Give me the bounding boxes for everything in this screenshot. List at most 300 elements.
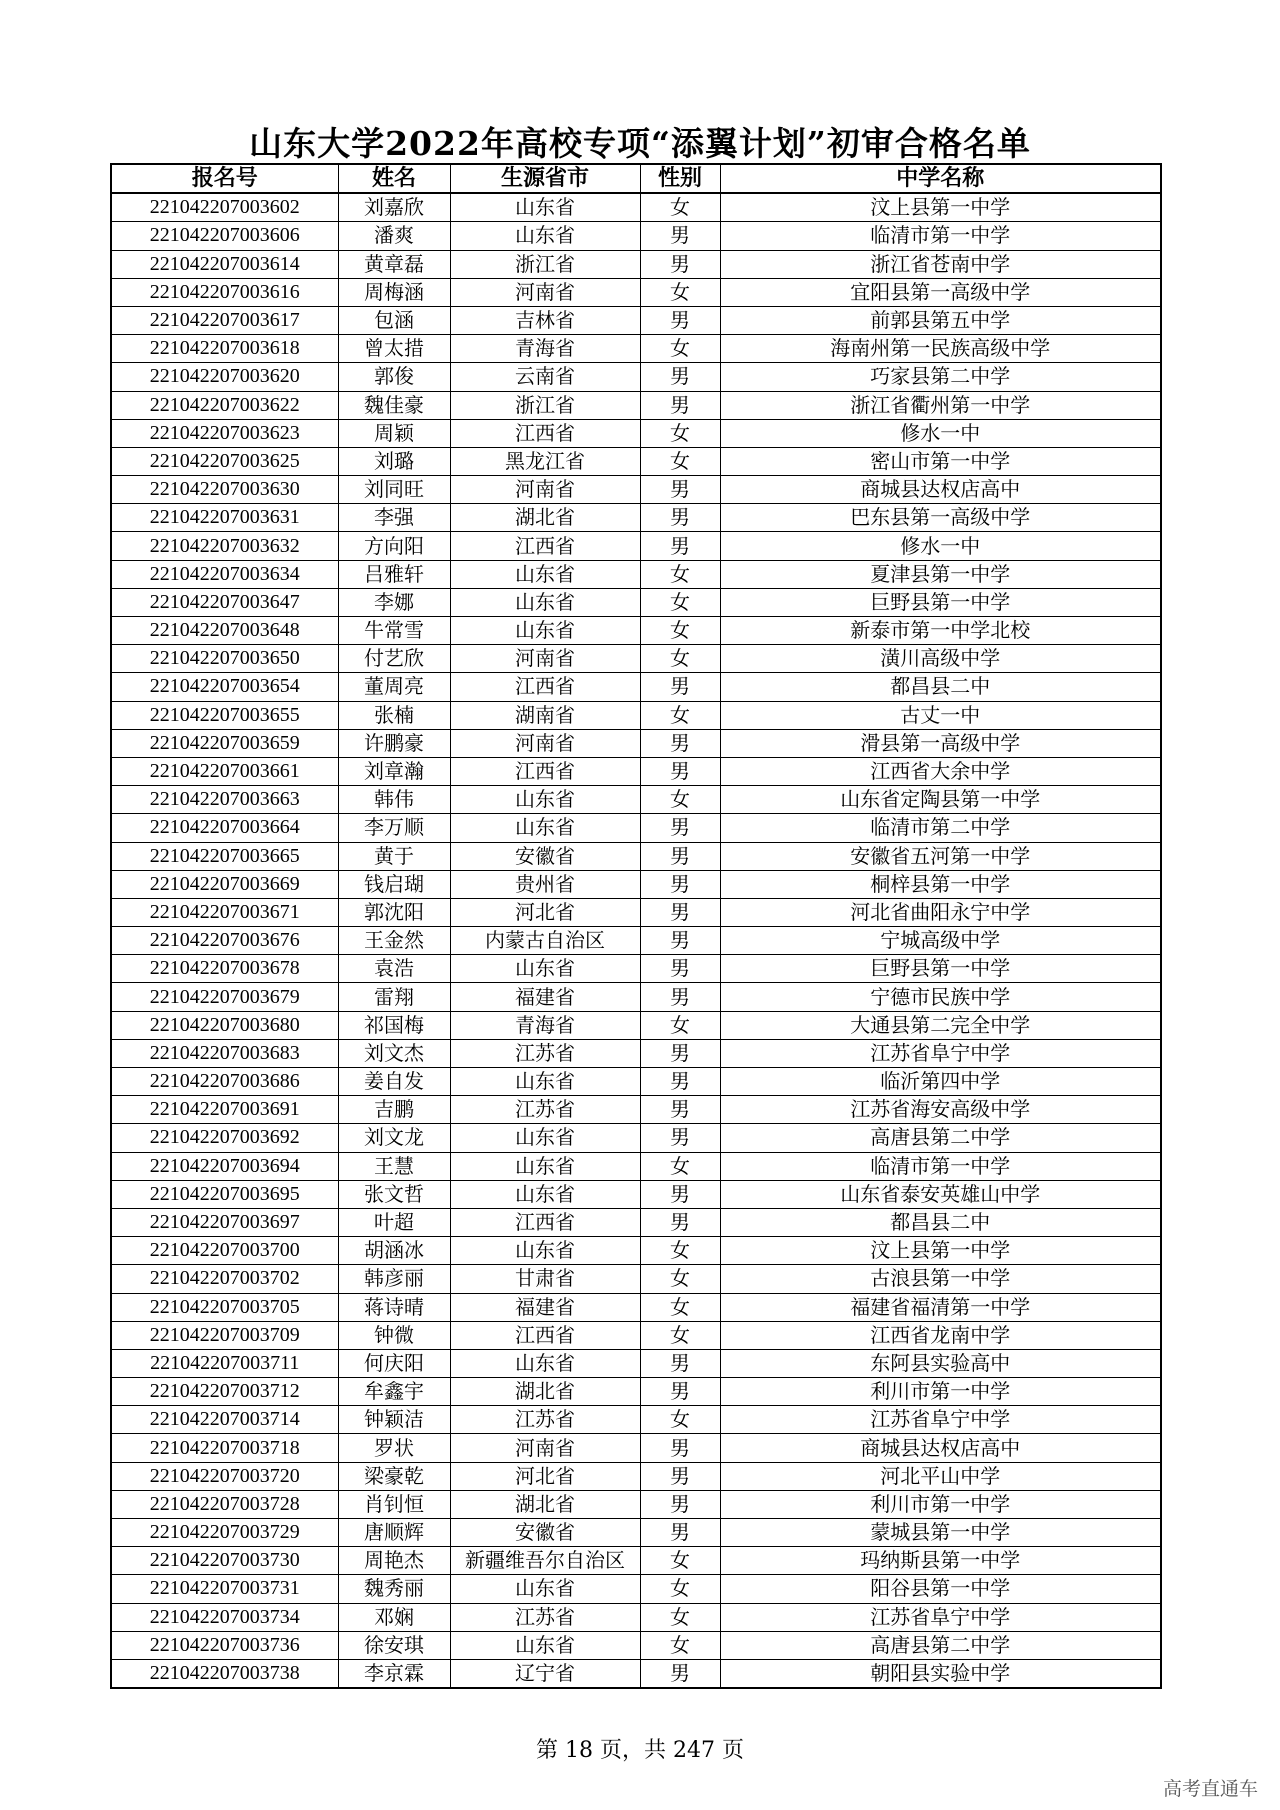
cell-gender: 男 bbox=[640, 673, 720, 701]
cell-name: 黄于 bbox=[338, 842, 450, 870]
cell-province: 河北省 bbox=[450, 1462, 640, 1490]
cell-name: 李娜 bbox=[338, 588, 450, 616]
cell-registration-number: 221042207003618 bbox=[111, 335, 338, 363]
cell-registration-number: 221042207003738 bbox=[111, 1659, 338, 1688]
cell-province: 山东省 bbox=[450, 1180, 640, 1208]
cell-name: 郭俊 bbox=[338, 363, 450, 391]
cell-name: 王金然 bbox=[338, 927, 450, 955]
table-row bbox=[111, 1406, 1161, 1434]
table-row bbox=[111, 447, 1161, 475]
cell-province: 山东省 bbox=[450, 1068, 640, 1096]
cell-name: 钟颖洁 bbox=[338, 1406, 450, 1434]
cell-registration-number: 221042207003659 bbox=[111, 729, 338, 757]
cell-registration-number: 221042207003712 bbox=[111, 1378, 338, 1406]
cell-school: 河北平山中学 bbox=[720, 1462, 1161, 1490]
table-row bbox=[111, 1378, 1161, 1406]
table-row bbox=[111, 560, 1161, 588]
cell-gender: 女 bbox=[640, 1321, 720, 1349]
cell-school: 汶上县第一中学 bbox=[720, 1237, 1161, 1265]
cell-school: 福建省福清第一中学 bbox=[720, 1293, 1161, 1321]
cell-gender: 男 bbox=[640, 1378, 720, 1406]
cell-gender: 女 bbox=[640, 193, 720, 222]
cell-registration-number: 221042207003678 bbox=[111, 955, 338, 983]
cell-province: 河北省 bbox=[450, 898, 640, 926]
cell-registration-number: 221042207003648 bbox=[111, 617, 338, 645]
cell-registration-number: 221042207003705 bbox=[111, 1293, 338, 1321]
table-row bbox=[111, 673, 1161, 701]
cell-gender: 男 bbox=[640, 1068, 720, 1096]
cell-province: 湖北省 bbox=[450, 504, 640, 532]
table-row bbox=[111, 1068, 1161, 1096]
cell-gender: 男 bbox=[640, 1659, 720, 1688]
table-row bbox=[111, 306, 1161, 334]
cell-name: 张文哲 bbox=[338, 1180, 450, 1208]
cell-registration-number: 221042207003631 bbox=[111, 504, 338, 532]
table-header-row bbox=[111, 164, 1161, 193]
cell-province: 河南省 bbox=[450, 729, 640, 757]
cell-registration-number: 221042207003686 bbox=[111, 1068, 338, 1096]
cell-name: 刘文龙 bbox=[338, 1124, 450, 1152]
table-row bbox=[111, 786, 1161, 814]
cell-name: 付艺欣 bbox=[338, 645, 450, 673]
table-row bbox=[111, 927, 1161, 955]
cell-gender: 女 bbox=[640, 617, 720, 645]
cell-name: 曾太措 bbox=[338, 335, 450, 363]
cell-province: 江西省 bbox=[450, 673, 640, 701]
cell-gender: 男 bbox=[640, 1519, 720, 1547]
cell-registration-number: 221042207003650 bbox=[111, 645, 338, 673]
page-footer: 第 18 页，共 247 页 bbox=[536, 1738, 744, 1763]
cell-gender: 女 bbox=[640, 1293, 720, 1321]
table-row bbox=[111, 588, 1161, 616]
cell-school: 修水一中 bbox=[720, 419, 1161, 447]
cell-school: 江西省龙南中学 bbox=[720, 1321, 1161, 1349]
cell-province: 甘肃省 bbox=[450, 1265, 640, 1293]
cell-gender: 女 bbox=[640, 1265, 720, 1293]
cell-registration-number: 221042207003734 bbox=[111, 1603, 338, 1631]
cell-name: 方向阳 bbox=[338, 532, 450, 560]
cell-gender: 男 bbox=[640, 363, 720, 391]
cell-gender: 男 bbox=[640, 1462, 720, 1490]
cell-gender: 男 bbox=[640, 955, 720, 983]
table-row bbox=[111, 1265, 1161, 1293]
cell-province: 河南省 bbox=[450, 1434, 640, 1462]
cell-gender: 男 bbox=[640, 391, 720, 419]
cell-registration-number: 221042207003606 bbox=[111, 222, 338, 250]
cell-registration-number: 221042207003622 bbox=[111, 391, 338, 419]
cell-name: 王慧 bbox=[338, 1152, 450, 1180]
cell-gender: 女 bbox=[640, 1575, 720, 1603]
cell-registration-number: 221042207003695 bbox=[111, 1180, 338, 1208]
cell-province: 新疆维吾尔自治区 bbox=[450, 1547, 640, 1575]
cell-school: 密山市第一中学 bbox=[720, 447, 1161, 475]
header-name: 姓名 bbox=[338, 164, 450, 193]
cell-province: 福建省 bbox=[450, 983, 640, 1011]
cell-gender: 男 bbox=[640, 1039, 720, 1067]
cell-gender: 男 bbox=[640, 1096, 720, 1124]
cell-name: 董周亮 bbox=[338, 673, 450, 701]
cell-name: 潘爽 bbox=[338, 222, 450, 250]
cell-registration-number: 221042207003679 bbox=[111, 983, 338, 1011]
cell-name: 刘璐 bbox=[338, 447, 450, 475]
cell-gender: 女 bbox=[640, 786, 720, 814]
cell-gender: 女 bbox=[640, 447, 720, 475]
cell-province: 青海省 bbox=[450, 1011, 640, 1039]
cell-registration-number: 221042207003694 bbox=[111, 1152, 338, 1180]
cell-school: 商城县达权店高中 bbox=[720, 476, 1161, 504]
cell-province: 山东省 bbox=[450, 1152, 640, 1180]
cell-name: 周艳杰 bbox=[338, 1547, 450, 1575]
cell-school: 前郭县第五中学 bbox=[720, 306, 1161, 334]
cell-province: 安徽省 bbox=[450, 842, 640, 870]
cell-province: 山东省 bbox=[450, 560, 640, 588]
cell-gender: 女 bbox=[640, 560, 720, 588]
cell-school: 巨野县第一中学 bbox=[720, 588, 1161, 616]
table-row bbox=[111, 1490, 1161, 1518]
cell-school: 浙江省衢州第一中学 bbox=[720, 391, 1161, 419]
cell-registration-number: 221042207003730 bbox=[111, 1547, 338, 1575]
cell-registration-number: 221042207003714 bbox=[111, 1406, 338, 1434]
cell-gender: 女 bbox=[640, 278, 720, 306]
table-row bbox=[111, 1575, 1161, 1603]
cell-school: 潢川高级中学 bbox=[720, 645, 1161, 673]
cell-province: 江苏省 bbox=[450, 1039, 640, 1067]
cell-province: 湖北省 bbox=[450, 1378, 640, 1406]
cell-school: 古丈一中 bbox=[720, 701, 1161, 729]
table-row bbox=[111, 701, 1161, 729]
cell-registration-number: 221042207003711 bbox=[111, 1349, 338, 1377]
cell-name: 许鹏豪 bbox=[338, 729, 450, 757]
page-title: 山东大学2022年高校专项“添翼计划”初审合格名单 bbox=[249, 124, 1031, 163]
cell-province: 山东省 bbox=[450, 786, 640, 814]
cell-name: 胡涵冰 bbox=[338, 1237, 450, 1265]
cell-school: 大通县第二完全中学 bbox=[720, 1011, 1161, 1039]
cell-school: 修水一中 bbox=[720, 532, 1161, 560]
cell-registration-number: 221042207003691 bbox=[111, 1096, 338, 1124]
cell-registration-number: 221042207003617 bbox=[111, 306, 338, 334]
cell-province: 福建省 bbox=[450, 1293, 640, 1321]
cell-province: 山东省 bbox=[450, 1349, 640, 1377]
cell-school: 玛纳斯县第一中学 bbox=[720, 1547, 1161, 1575]
cell-gender: 男 bbox=[640, 927, 720, 955]
header-school: 中学名称 bbox=[720, 164, 1161, 193]
cell-registration-number: 221042207003720 bbox=[111, 1462, 338, 1490]
cell-gender: 男 bbox=[640, 1490, 720, 1518]
cell-name: 钟微 bbox=[338, 1321, 450, 1349]
cell-school: 都昌县二中 bbox=[720, 1208, 1161, 1236]
cell-registration-number: 221042207003634 bbox=[111, 560, 338, 588]
table-row bbox=[111, 814, 1161, 842]
cell-registration-number: 221042207003632 bbox=[111, 532, 338, 560]
cell-registration-number: 221042207003731 bbox=[111, 1575, 338, 1603]
cell-registration-number: 221042207003709 bbox=[111, 1321, 338, 1349]
table-row bbox=[111, 1152, 1161, 1180]
cell-gender: 男 bbox=[640, 222, 720, 250]
cell-school: 高唐县第二中学 bbox=[720, 1124, 1161, 1152]
cell-province: 黑龙江省 bbox=[450, 447, 640, 475]
cell-province: 江西省 bbox=[450, 1321, 640, 1349]
cell-school: 巨野县第一中学 bbox=[720, 955, 1161, 983]
cell-school: 江苏省阜宁中学 bbox=[720, 1406, 1161, 1434]
cell-province: 江苏省 bbox=[450, 1406, 640, 1434]
cell-name: 祁国梅 bbox=[338, 1011, 450, 1039]
cell-province: 江西省 bbox=[450, 1208, 640, 1236]
cell-school: 山东省定陶县第一中学 bbox=[720, 786, 1161, 814]
cell-province: 江苏省 bbox=[450, 1096, 640, 1124]
cell-name: 罗状 bbox=[338, 1434, 450, 1462]
cell-province: 山东省 bbox=[450, 814, 640, 842]
table-row bbox=[111, 729, 1161, 757]
cell-gender: 男 bbox=[640, 476, 720, 504]
cell-gender: 男 bbox=[640, 250, 720, 278]
cell-province: 吉林省 bbox=[450, 306, 640, 334]
cell-province: 江苏省 bbox=[450, 1603, 640, 1631]
cell-registration-number: 221042207003697 bbox=[111, 1208, 338, 1236]
cell-registration-number: 221042207003623 bbox=[111, 419, 338, 447]
cell-registration-number: 221042207003663 bbox=[111, 786, 338, 814]
cell-school: 都昌县二中 bbox=[720, 673, 1161, 701]
cell-registration-number: 221042207003692 bbox=[111, 1124, 338, 1152]
cell-name: 梁豪乾 bbox=[338, 1462, 450, 1490]
table-row bbox=[111, 1462, 1161, 1490]
cell-name: 徐安琪 bbox=[338, 1631, 450, 1659]
table-row bbox=[111, 1096, 1161, 1124]
cell-school: 临清市第一中学 bbox=[720, 222, 1161, 250]
cell-registration-number: 221042207003680 bbox=[111, 1011, 338, 1039]
cell-school: 宜阳县第一高级中学 bbox=[720, 278, 1161, 306]
cell-school: 山东省泰安英雄山中学 bbox=[720, 1180, 1161, 1208]
cell-province: 安徽省 bbox=[450, 1519, 640, 1547]
table-row bbox=[111, 1349, 1161, 1377]
cell-gender: 女 bbox=[640, 1406, 720, 1434]
cell-name: 姜自发 bbox=[338, 1068, 450, 1096]
cell-name: 刘文杰 bbox=[338, 1039, 450, 1067]
cell-gender: 女 bbox=[640, 1603, 720, 1631]
table-row bbox=[111, 193, 1161, 222]
cell-registration-number: 221042207003676 bbox=[111, 927, 338, 955]
table-row bbox=[111, 1659, 1161, 1688]
table-row bbox=[111, 1434, 1161, 1462]
cell-registration-number: 221042207003736 bbox=[111, 1631, 338, 1659]
cell-province: 河南省 bbox=[450, 476, 640, 504]
cell-name: 郭沈阳 bbox=[338, 898, 450, 926]
table-row bbox=[111, 1321, 1161, 1349]
watermark: 高考直通车 bbox=[1162, 1778, 1258, 1800]
table-row bbox=[111, 1547, 1161, 1575]
cell-name: 雷翔 bbox=[338, 983, 450, 1011]
cell-school: 汶上县第一中学 bbox=[720, 193, 1161, 222]
cell-school: 商城县达权店高中 bbox=[720, 1434, 1161, 1462]
cell-name: 肖钊恒 bbox=[338, 1490, 450, 1518]
table-row bbox=[111, 1631, 1161, 1659]
cell-province: 湖北省 bbox=[450, 1490, 640, 1518]
cell-province: 山东省 bbox=[450, 222, 640, 250]
cell-province: 江西省 bbox=[450, 757, 640, 785]
cell-province: 山东省 bbox=[450, 1575, 640, 1603]
cell-gender: 女 bbox=[640, 645, 720, 673]
cell-school: 滑县第一高级中学 bbox=[720, 729, 1161, 757]
cell-gender: 男 bbox=[640, 532, 720, 560]
cell-school: 浙江省苍南中学 bbox=[720, 250, 1161, 278]
cell-gender: 女 bbox=[640, 419, 720, 447]
table-row bbox=[111, 757, 1161, 785]
cell-school: 临沂第四中学 bbox=[720, 1068, 1161, 1096]
cell-registration-number: 221042207003664 bbox=[111, 814, 338, 842]
cell-name: 蒋诗晴 bbox=[338, 1293, 450, 1321]
cell-province: 河南省 bbox=[450, 278, 640, 306]
cell-registration-number: 221042207003683 bbox=[111, 1039, 338, 1067]
cell-registration-number: 221042207003700 bbox=[111, 1237, 338, 1265]
cell-gender: 男 bbox=[640, 1208, 720, 1236]
cell-school: 古浪县第一中学 bbox=[720, 1265, 1161, 1293]
cell-name: 钱启瑚 bbox=[338, 870, 450, 898]
cell-province: 贵州省 bbox=[450, 870, 640, 898]
cell-registration-number: 221042207003616 bbox=[111, 278, 338, 306]
cell-gender: 男 bbox=[640, 306, 720, 334]
cell-school: 江苏省阜宁中学 bbox=[720, 1603, 1161, 1631]
cell-registration-number: 221042207003654 bbox=[111, 673, 338, 701]
cell-gender: 男 bbox=[640, 757, 720, 785]
cell-school: 宁德市民族中学 bbox=[720, 983, 1161, 1011]
table-body bbox=[111, 193, 1161, 1688]
cell-school: 高唐县第二中学 bbox=[720, 1631, 1161, 1659]
cell-gender: 女 bbox=[640, 1631, 720, 1659]
cell-province: 山东省 bbox=[450, 1631, 640, 1659]
cell-name: 唐顺辉 bbox=[338, 1519, 450, 1547]
cell-name: 李万顺 bbox=[338, 814, 450, 842]
cell-school: 临清市第二中学 bbox=[720, 814, 1161, 842]
cell-gender: 男 bbox=[640, 1434, 720, 1462]
cell-gender: 女 bbox=[640, 1547, 720, 1575]
cell-school: 利川市第一中学 bbox=[720, 1378, 1161, 1406]
cell-name: 刘章瀚 bbox=[338, 757, 450, 785]
cell-registration-number: 221042207003630 bbox=[111, 476, 338, 504]
table-row bbox=[111, 842, 1161, 870]
cell-school: 阳谷县第一中学 bbox=[720, 1575, 1161, 1603]
cell-school: 新泰市第一中学北校 bbox=[720, 617, 1161, 645]
cell-school: 江苏省海安高级中学 bbox=[720, 1096, 1161, 1124]
cell-school: 利川市第一中学 bbox=[720, 1490, 1161, 1518]
cell-registration-number: 221042207003614 bbox=[111, 250, 338, 278]
cell-name: 黄章磊 bbox=[338, 250, 450, 278]
cell-gender: 男 bbox=[640, 1180, 720, 1208]
cell-province: 浙江省 bbox=[450, 250, 640, 278]
cell-registration-number: 221042207003620 bbox=[111, 363, 338, 391]
header-registration-number: 报名号 bbox=[111, 164, 338, 193]
table-row bbox=[111, 250, 1161, 278]
table-row bbox=[111, 278, 1161, 306]
cell-province: 云南省 bbox=[450, 363, 640, 391]
cell-name: 叶超 bbox=[338, 1208, 450, 1236]
cell-name: 李京霖 bbox=[338, 1659, 450, 1688]
cell-name: 韩彦丽 bbox=[338, 1265, 450, 1293]
table-row bbox=[111, 1519, 1161, 1547]
cell-school: 巧家县第二中学 bbox=[720, 363, 1161, 391]
table-row bbox=[111, 419, 1161, 447]
cell-name: 刘嘉欣 bbox=[338, 193, 450, 222]
cell-gender: 女 bbox=[640, 1011, 720, 1039]
cell-province: 辽宁省 bbox=[450, 1659, 640, 1688]
table-row bbox=[111, 1039, 1161, 1067]
cell-school: 蒙城县第一中学 bbox=[720, 1519, 1161, 1547]
cell-registration-number: 221042207003665 bbox=[111, 842, 338, 870]
cell-gender: 女 bbox=[640, 701, 720, 729]
cell-name: 张楠 bbox=[338, 701, 450, 729]
table-row bbox=[111, 1603, 1161, 1631]
table-row bbox=[111, 476, 1161, 504]
cell-school: 东阿县实验高中 bbox=[720, 1349, 1161, 1377]
cell-province: 山东省 bbox=[450, 1124, 640, 1152]
cell-gender: 女 bbox=[640, 588, 720, 616]
cell-name: 邓娴 bbox=[338, 1603, 450, 1631]
table-row bbox=[111, 955, 1161, 983]
cell-gender: 男 bbox=[640, 814, 720, 842]
cell-name: 魏佳豪 bbox=[338, 391, 450, 419]
cell-province: 山东省 bbox=[450, 193, 640, 222]
cell-school: 江西省大余中学 bbox=[720, 757, 1161, 785]
cell-gender: 男 bbox=[640, 898, 720, 926]
table-row bbox=[111, 1124, 1161, 1152]
table-row bbox=[111, 504, 1161, 532]
table-row bbox=[111, 1293, 1161, 1321]
cell-gender: 男 bbox=[640, 1124, 720, 1152]
cell-province: 浙江省 bbox=[450, 391, 640, 419]
cell-name: 吉鹏 bbox=[338, 1096, 450, 1124]
cell-registration-number: 221042207003625 bbox=[111, 447, 338, 475]
cell-name: 吕雅轩 bbox=[338, 560, 450, 588]
table-row bbox=[111, 532, 1161, 560]
cell-name: 周颖 bbox=[338, 419, 450, 447]
cell-name: 袁浩 bbox=[338, 955, 450, 983]
cell-province: 江西省 bbox=[450, 419, 640, 447]
cell-school: 夏津县第一中学 bbox=[720, 560, 1161, 588]
cell-gender: 女 bbox=[640, 335, 720, 363]
cell-province: 江西省 bbox=[450, 532, 640, 560]
cell-school: 巴东县第一高级中学 bbox=[720, 504, 1161, 532]
cell-province: 青海省 bbox=[450, 335, 640, 363]
cell-gender: 男 bbox=[640, 842, 720, 870]
header-gender: 性别 bbox=[640, 164, 720, 193]
cell-registration-number: 221042207003728 bbox=[111, 1490, 338, 1518]
table-row bbox=[111, 1011, 1161, 1039]
cell-school: 桐梓县第一中学 bbox=[720, 870, 1161, 898]
table-row bbox=[111, 391, 1161, 419]
cell-registration-number: 221042207003671 bbox=[111, 898, 338, 926]
table-row bbox=[111, 1180, 1161, 1208]
cell-gender: 男 bbox=[640, 983, 720, 1011]
table-row bbox=[111, 1237, 1161, 1265]
table-row bbox=[111, 222, 1161, 250]
cell-school: 宁城高级中学 bbox=[720, 927, 1161, 955]
cell-province: 山东省 bbox=[450, 617, 640, 645]
cell-registration-number: 221042207003661 bbox=[111, 757, 338, 785]
table-row bbox=[111, 645, 1161, 673]
cell-name: 李强 bbox=[338, 504, 450, 532]
cell-province: 山东省 bbox=[450, 588, 640, 616]
table-row bbox=[111, 617, 1161, 645]
cell-name: 包涵 bbox=[338, 306, 450, 334]
cell-school: 安徽省五河第一中学 bbox=[720, 842, 1161, 870]
cell-province: 山东省 bbox=[450, 955, 640, 983]
cell-school: 朝阳县实验中学 bbox=[720, 1659, 1161, 1688]
cell-province: 内蒙古自治区 bbox=[450, 927, 640, 955]
cell-province: 湖南省 bbox=[450, 701, 640, 729]
cell-gender: 男 bbox=[640, 729, 720, 757]
cell-name: 何庆阳 bbox=[338, 1349, 450, 1377]
candidate-table bbox=[110, 163, 1162, 1689]
cell-registration-number: 221042207003702 bbox=[111, 1265, 338, 1293]
table-row bbox=[111, 898, 1161, 926]
